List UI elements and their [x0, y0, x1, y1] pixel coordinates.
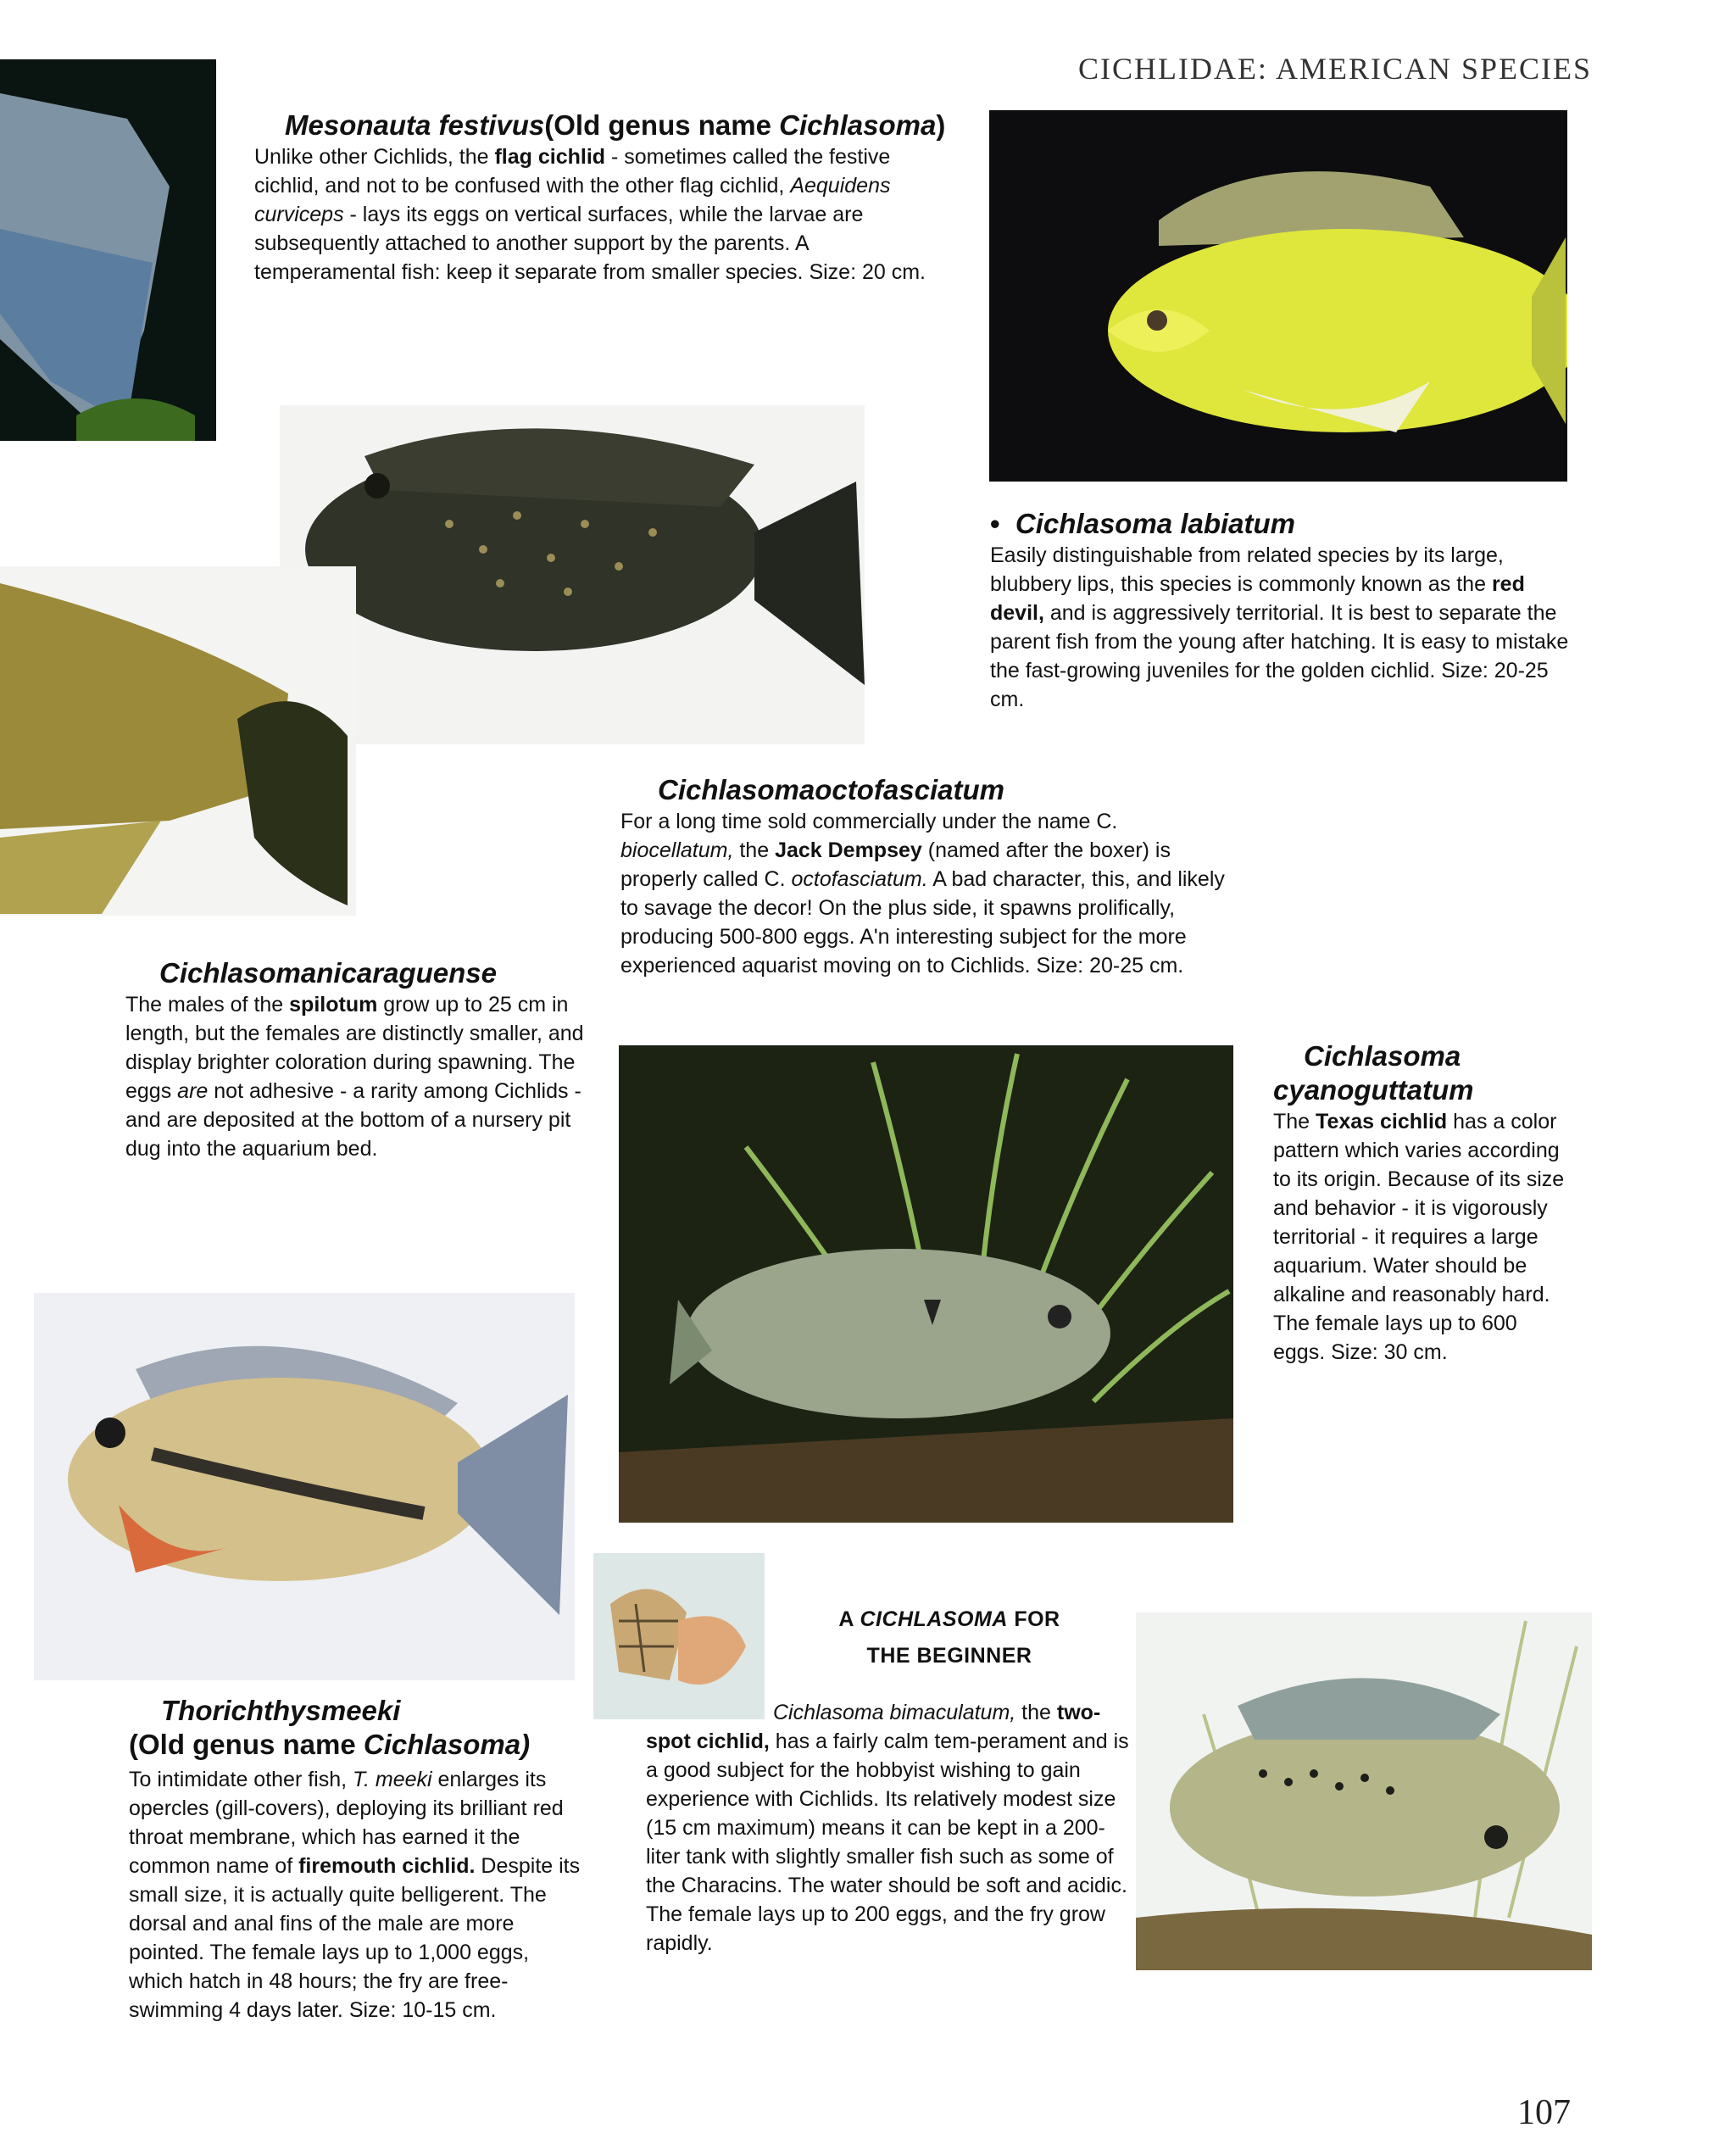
beginner-heading — [746, 1607, 1153, 1668]
cyanoguttatum-title: Cichlasoma cyanoguttatum — [1273, 1040, 1474, 1106]
octofasciatum-title: Cichlasomaoctofasciatum — [658, 774, 1004, 805]
festivus-text: Unlike other Cichlids, the flag cichlid - sometimes called the festive cichlid, and not to be confused with the other flag cichlid, Aequidens curviceps - lays its eggs on vertical surfaces, while the larvae are subsequently attached to another support by the parents. A temperamental fish: keep it separate from smaller species. Size: 20 cm. — [254, 145, 926, 284]
photo-cichlasoma-nicaraguense — [0, 566, 356, 916]
nicaraguense-title: Cichlasomanicaraguense — [159, 957, 497, 989]
running-header: CICHLIDAE: AMERICAN SPECIES — [1077, 52, 1592, 86]
meeki-title: Thorichthysmeeki — [161, 1695, 401, 1726]
festivus-block — [254, 109, 958, 287]
nicaraguense-text: The males of the spilotum grow up to 25 cm in length, but the females are distinctly smaller, and display brighter coloration during spawning. The eggs are not adhesive - a rarity among Cichlids - and are deposited at the bottom of a nursery pit dug into the aquarium bed. — [125, 993, 584, 1161]
photo-cichlasoma-octofasciatum — [280, 405, 865, 744]
beginner-heading-line1: A CICHLASOMA FOR — [838, 1607, 1060, 1631]
nicaraguense-block — [125, 956, 590, 1163]
beginner-heading-line2: THE BEGINNER — [866, 1644, 1032, 1668]
photo-cichlasoma-labiatum — [989, 110, 1567, 482]
meeki-text: To intimidate other fish, T. meeki enlarges its opercles (gill-covers), deploying its brilliant red throat membrane, which has earned it the common name of firemouth cichlid. Despite its small size, it is actually quite belligerent. The dorsal and anal fins of the male are more pointed. The female lays up to 1,000 eggs, which hatch in 48 hours; the fry are free-swimming 4 days later. Size: 10-15 cm. — [129, 1768, 581, 2022]
meeki-block — [129, 1694, 587, 2025]
photo-inset-hermit-crab — [593, 1553, 765, 1719]
cyanoguttatum-block — [1273, 1039, 1570, 1367]
photo-cichlasoma-cyanoguttatum — [619, 1045, 1233, 1523]
octofasciatum-text: For a long time sold commercially under the name C. biocellatum, the Jack Dempsey (named after the boxer) is properly called C. octofasciatum. A bad character, this, and likely to savage the decor! On the plus side, it spawns prolifically, producing 500-800 eggs. A'n interesting subject for the more experienced aquarist moving on to Cichlids. Size: 20-25 cm. — [620, 810, 1225, 978]
labiatum-text: Easily distinguishable from related species by its large, blubbery lips, this species is commonly known as the red devil, and is aggressively territorial. It is best to separate the parent fish from the young after hatching. It is easy to mistake the fast-growing juveniles for the golden cichlid. Size: 20-25 cm. — [990, 543, 1569, 711]
meeki-subtitle: (Old genus name Cichlasoma) — [129, 1729, 531, 1760]
photo-thorichthys-meeki — [34, 1293, 575, 1680]
photo-cichlasoma-bimaculatum — [1136, 1612, 1592, 1970]
octofasciatum-block — [620, 773, 1229, 980]
photo-mesonauta-festivus — [0, 59, 216, 441]
cyanoguttatum-text: The Texas cichlid has a color pattern which varies according to its origin. Because of its size and behavior - it is vigorously territorial - it requires a large aquarium. Water should be alkaline and reasonably hard. The female lays up to 600 eggs. Size: 30 cm. — [1273, 1110, 1565, 1364]
labiatum-block — [990, 507, 1575, 714]
page-number: 107 — [1517, 2093, 1571, 2132]
festivus-title: Mesonauta festivus(Old genus name Cichlasoma) — [285, 109, 946, 141]
beginner-text: Cichlasoma bimaculatum, the two-spot cichlid, has a fairly calm tem-perament and is a good subject for the hobbyist wishing to gain experience with Cichlids. Its relatively modest size (15 cm maximum) means it can be kept in a 200-liter tank with slightly smaller fish such as some of the Characins. The water should be soft and acidic. The female lays up to 200 eggs, and the fry grow rapidly. — [646, 1701, 1129, 1955]
labiatum-title: • Cichlasoma labiatum — [990, 508, 1296, 539]
